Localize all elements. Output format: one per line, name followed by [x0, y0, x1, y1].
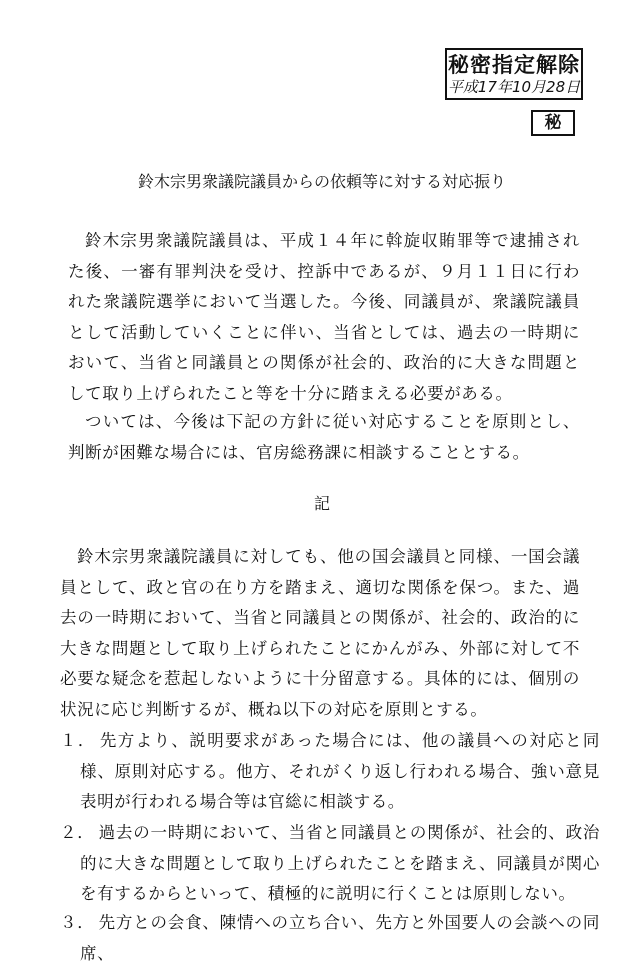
ki-heading: 記 — [313, 494, 330, 513]
item-number: ２． — [60, 823, 95, 842]
item-text: 先方より、説明要求があった場合には、他の議員への対応と同様、原則対応する。他方、それがくり返し行われる場合、強い意見表明が行われる場合等は官総に相談する。 — [80, 731, 601, 811]
item-text: 過去の一時期において、当省と同議員との関係が、社会的、政治的に大きな問題として取り上げられたことを踏まえ、同議員が関心を有するからといって、積極的に説明に行くことは原則しない。 — [80, 823, 600, 903]
stamp-date: 平成17年10月28日 — [447, 78, 581, 96]
list-item — [60, 726, 600, 818]
intro-paragraph-1: 鈴木宗男衆議院議員は、平成１４年に斡旋収賄罪等で逮捕された後、一審有罪判決を受け、控訴中であるが、９月１１日に行われた衆議院選挙において当選した。今後、同議員が、衆議院議員として活動していくことに伴い、当省としては、過去の一時期において、当省と同議員との関係が社会的、政治的に大きな問題として取り上げられたこと等を十分に踏まえる必要がある。 — [68, 231, 580, 403]
intro-paragraph-2: ついては、今後は下記の方針に従い対応することを原則とし、判断が困難な場合には、官房総務課に相談することとする。 — [68, 412, 580, 462]
item-text: 先方との会食、陳情への立ち合い、先方と外国要人の会談への同席、 — [80, 913, 600, 963]
declassification-stamp — [445, 48, 583, 100]
item-number: ３． — [60, 913, 95, 932]
list-item — [60, 818, 600, 910]
body-paragraph: 鈴木宗男衆議院議員に対しても、他の国会議員と同様、一国会議員として、政と官の在り方を踏まえ、適切な関係を保つ。また、過去の一時期において、当省と同議員との関係が、社会的、政治的に大きな問題として取り上げられたことにかんがみ、外部に対して不必要な疑念を惹起しないように十分留意する。具体的には、個別の状況に応じ判断するが、概ね以下の対応を原則とする。 — [60, 547, 580, 719]
document-title: 鈴木宗男衆議院議員からの依頼等に対する対応振り — [137, 172, 506, 191]
list-item — [60, 908, 600, 969]
stamp-title: 秘密指定解除 — [448, 53, 580, 77]
classification-mark: 秘 — [531, 110, 575, 136]
item-number: １． — [60, 731, 96, 750]
